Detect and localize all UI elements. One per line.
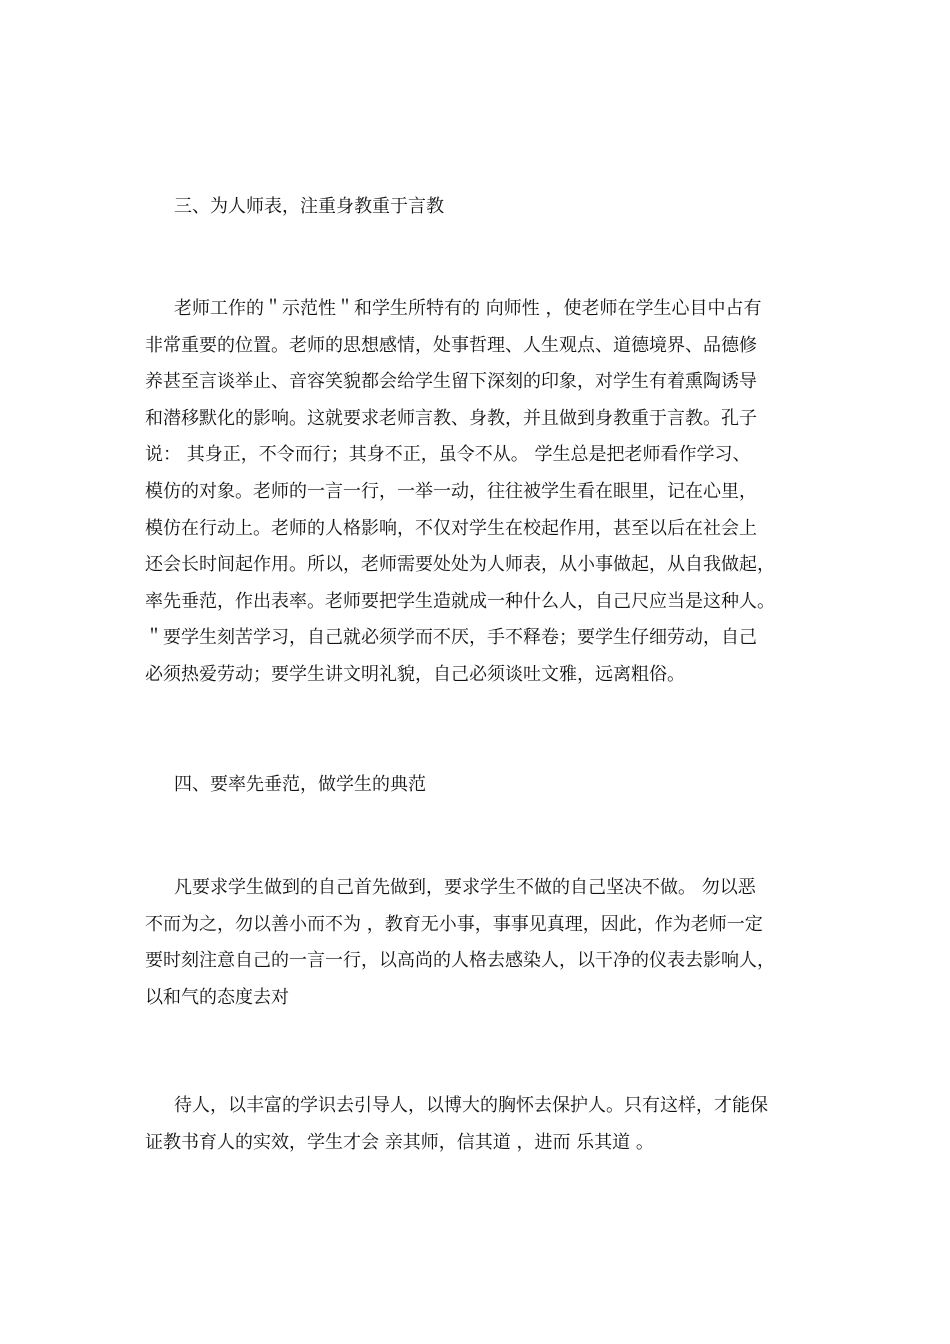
paragraph-line: 说： 其身正，不令而行；其身不正，虽令不从。 学生总是把老师看作学习、	[145, 444, 751, 466]
continuation-paragraph	[145, 1088, 815, 1161]
paragraph-line: 非常重要的位置。老师的思想感情，处事哲理、人生观点、道德境界、品德修	[145, 334, 757, 356]
paragraph-line: 不而为之，勿以善小而不为 ，教育无小事，事事见真理，因此，作为老师一定	[145, 913, 763, 935]
paragraph-line: 养甚至言谈举止、音容笑貌都会给学生留下深刻的印象，对学生有着熏陶诱导	[145, 371, 757, 393]
paragraph-line: ＂要学生刻苦学习，自己就必须学而不厌，手不释卷；要学生仔细劳动，自己	[145, 627, 757, 649]
paragraph-line: 以和气的态度去对	[145, 986, 289, 1008]
paragraph-line: 待人，以丰富的学识去引导人，以博大的胸怀去保护人。只有这样，才能保	[174, 1095, 768, 1116]
paragraph-line: 证教书育人的实效，学生才会 亲其师，信其道 ，进而 乐其道 。	[145, 1131, 654, 1153]
paragraph-line: 老师工作的＂示范性＂和学生所特有的 向师性 ，使老师在学生心目中占有	[174, 298, 762, 319]
section-heading-3: 三、为人师表，注重身教重于言教	[174, 196, 444, 217]
paragraph-line: 必须热爱劳动；要学生讲文明礼貌，自己必须谈吐文雅，远离粗俗。	[145, 663, 685, 685]
paragraph-line: 还会长时间起作用。所以，老师需要处处为人师表，从小事做起，从自我做起，	[145, 554, 775, 576]
paragraph-line: 模仿的对象。老师的一言一行，一举一动，往往被学生看在眼里，记在心里，	[145, 480, 757, 502]
paragraph-line: 率先垂范，作出表率。老师要把学生造就成一种什么人，自己尺应当是这种人。	[145, 590, 775, 612]
paragraph-line: 要时刻注意自己的一言一行，以高尚的人格去感染人，以干净的仪表去影响人，	[145, 950, 775, 972]
section-heading-4: 四、要率先垂范，做学生的典范	[174, 774, 426, 795]
section-4-paragraph	[145, 870, 815, 1016]
paragraph-line: 和潜移默化的影响。这就要求老师言教、身教，并且做到身教重于言教。孔子	[145, 407, 757, 429]
section-3-paragraph	[145, 291, 815, 694]
paragraph-line: 凡要求学生做到的自己首先做到，要求学生不做的自己坚决不做。 勿以恶	[174, 877, 756, 898]
paragraph-line: 模仿在行动上。老师的人格影响，不仅对学生在校起作用，甚至以后在社会上	[145, 517, 757, 539]
